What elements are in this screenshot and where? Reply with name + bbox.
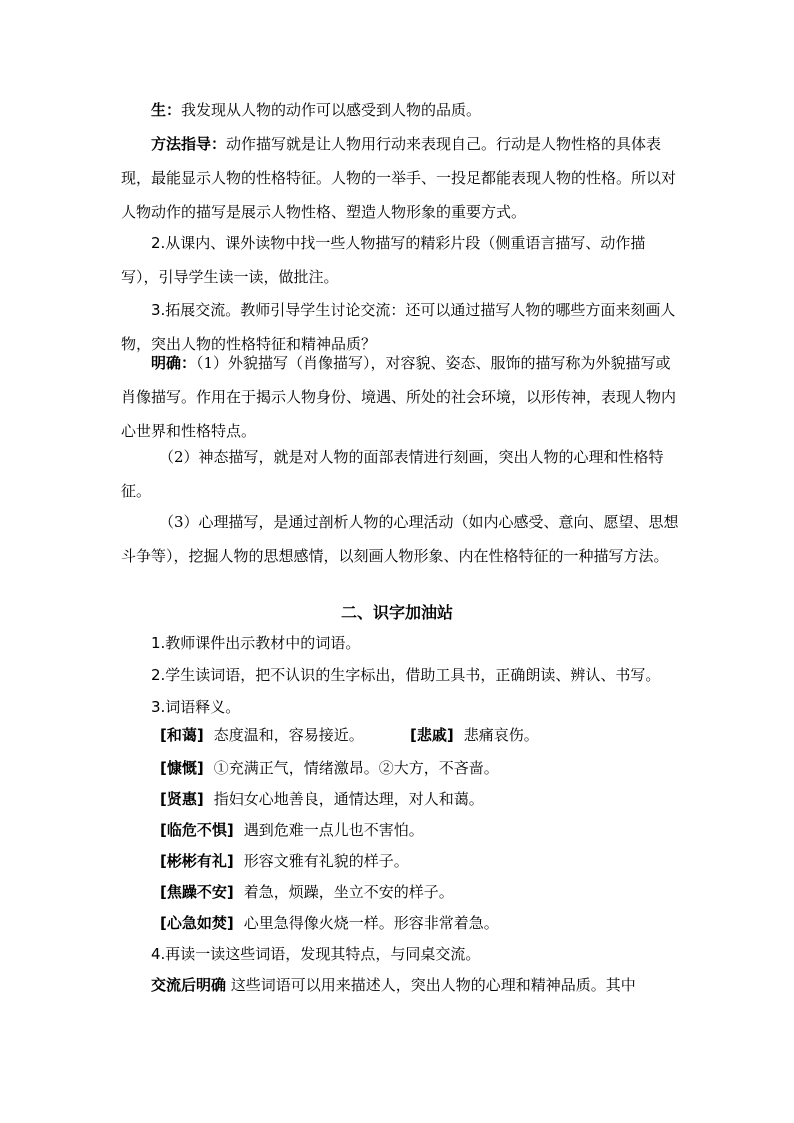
term-definition: 悲痛哀伤。 (463, 726, 539, 744)
paragraph-conclusion (121, 968, 681, 1002)
term-word: [临危不惧] (160, 821, 234, 839)
term-row (160, 877, 454, 907)
paragraph-step-3: 3.拓展交流。教师引导学生讨论交流：还可以通过描写人物的哪些方面来刻画人物，突出人物的性格特征和精神品质？ (121, 301, 676, 353)
term-row (160, 908, 499, 938)
text-clarify: （1）外貌描写（肖像描写），对容貌、姿态、服饰的描写称为外貌描写或肖像描写。作用在于揭示人物身份、境遇、所处的社会环境，以形传神，表现人物内心世界和性格特点。 (121, 354, 677, 440)
term-definition: 指妇女心地善良，通情达理，对人和蔼。 (213, 790, 484, 808)
term-definition: ①充满正气，情绪激昂。②大方，不吝啬。 (213, 759, 499, 777)
step-3: 3.词语释义。 (151, 698, 241, 716)
label-method: 方法指导： (151, 135, 227, 153)
term-row (160, 815, 424, 845)
step-4: 4.再读一读这些词语，发现其特点，与同桌交流。 (151, 945, 481, 963)
text-student: 我发现从人物的动作可以感受到人物的品质。 (181, 101, 482, 119)
term-word: [焦躁不安] (160, 883, 234, 901)
section-heading: 二、识字加油站 (340, 603, 453, 622)
term-row (160, 720, 364, 750)
term-word: [彬彬有礼] (160, 852, 234, 870)
step-2: 2.学生读词语，把不认识的生字标出，借助工具书，正确朗读、辨认、书写。 (151, 666, 661, 684)
paragraph-method (121, 127, 681, 229)
paragraph-student (121, 93, 681, 127)
paragraph-psychology: （3）心理描写，是通过剖析人物的心理活动（如内心感受、意向、愿望、思想斗争等），挖掘人物的思想感情，以刻画人物形象、内在性格特征的一种描写方法。 (121, 513, 679, 565)
label-student: 生： (151, 101, 182, 119)
term-row (160, 753, 499, 783)
term-word: [和蔼] (160, 726, 204, 744)
label-conclusion: 交流后明确 (151, 976, 227, 994)
term-definition: 着急，烦躁，坐立不安的样子。 (243, 883, 454, 901)
paragraph-expression: （2）神态描写，就是对人物的面部表情进行刻画，突出人物的心理和性格特征。 (121, 448, 664, 500)
step-1: 1.教师课件出示教材中的词语。 (151, 634, 361, 652)
term-word: [贤惠] (160, 790, 204, 808)
term-definition: 心里急得像火烧一样。形容非常着急。 (243, 914, 499, 932)
term-definition: 形容文雅有礼貌的样子。 (243, 852, 409, 870)
term-definition: 态度温和，容易接近。 (213, 726, 364, 744)
text-conclusion: 这些词语可以用来描述人，突出人物的心理和精神品质。其中 (230, 976, 636, 994)
term-row (160, 784, 484, 814)
term-word: [心急如焚] (160, 914, 234, 932)
paragraph-step-2: 2.从课内、课外读物中找一些人物描写的精彩片段（侧重语言描写、动作描写），引导学生读一读，做批注。 (121, 234, 646, 286)
term-definition: 遇到危难一点儿也不害怕。 (243, 821, 424, 839)
label-clarify: 明确： (151, 354, 197, 372)
term-word: [悲戚] (410, 726, 454, 744)
term-row (160, 846, 409, 876)
term-row (410, 720, 539, 750)
term-word: [慷慨] (160, 759, 204, 777)
paragraph-clarify (121, 346, 681, 448)
text-method: 动作描写就是让人物用行动来表现自己。行动是人物性格的具体表现，最能显示人物的性格特征。人物的一举手、一投足都能表现人物的性格。所以对人物动作的描写是展示人物性格、塑造人物形象的重要方式。 (121, 135, 677, 221)
